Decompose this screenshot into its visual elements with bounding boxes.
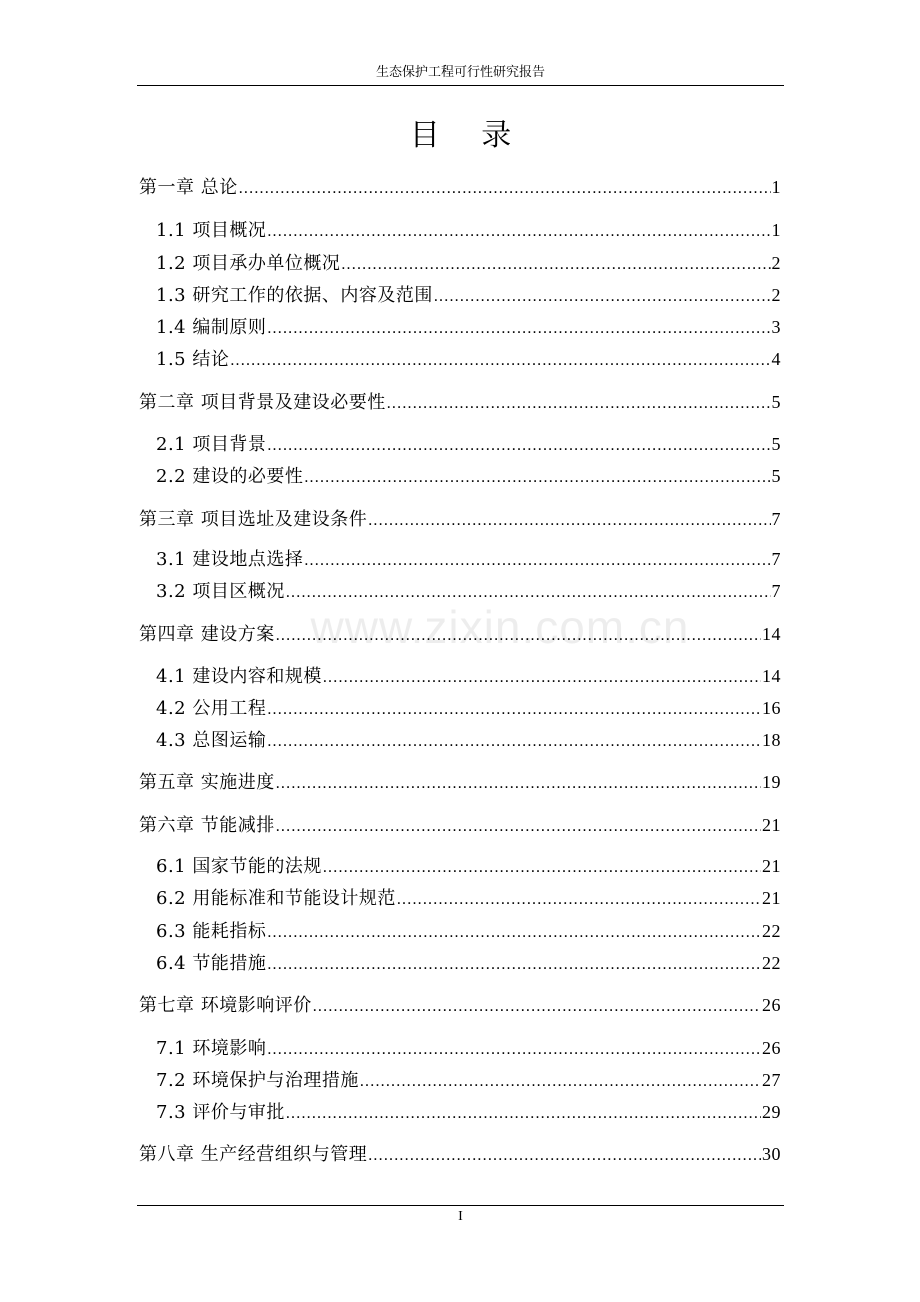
toc-section-entry[interactable] — [156, 695, 781, 721]
toc-page-number: 5 — [771, 466, 781, 486]
toc-entry-title: 1.2 项目承办单位概况 — [156, 253, 341, 274]
toc-dot-leader — [276, 771, 761, 797]
toc-page-number: 16 — [762, 698, 781, 718]
toc-page-number: 1 — [771, 220, 781, 240]
toc-dot-leader — [313, 994, 761, 1020]
toc-page-number: 5 — [771, 434, 781, 454]
toc-section-entry[interactable] — [156, 217, 781, 243]
toc-section-entry[interactable] — [156, 250, 781, 276]
toc-entry-title: 2.1 项目背景 — [156, 434, 267, 455]
toc-dot-leader — [267, 1037, 761, 1063]
toc-section-entry[interactable] — [156, 314, 781, 340]
toc-page-number: 30 — [762, 1144, 781, 1164]
toc-dot-leader — [267, 219, 770, 245]
toc-dot-leader — [368, 508, 770, 534]
toc-dot-leader — [267, 697, 761, 723]
toc-section-entry[interactable] — [156, 1099, 781, 1125]
toc-page-number: 18 — [762, 730, 781, 750]
toc-chapter-entry[interactable] — [139, 992, 781, 1018]
toc-section-entry[interactable] — [156, 346, 781, 372]
toc-page-number: 7 — [771, 509, 781, 529]
toc-entry-title: 6.2 用能标准和节能设计规范 — [156, 888, 396, 909]
toc-entry-title: 第四章 建设方案 — [139, 624, 275, 645]
toc-page-number: 22 — [762, 921, 781, 941]
toc-page-number: 3 — [771, 317, 781, 337]
toc-section-entry[interactable] — [156, 727, 781, 753]
toc-entry-title: 第八章 生产经营组织与管理 — [139, 1144, 368, 1165]
toc-chapter-entry[interactable] — [139, 174, 781, 200]
toc-dot-leader — [323, 855, 761, 881]
toc-section-entry[interactable] — [156, 463, 781, 489]
toc-dot-leader — [341, 252, 770, 278]
toc-section-entry[interactable] — [156, 282, 781, 308]
toc-chapter-entry[interactable] — [139, 506, 781, 532]
toc-entry-title: 6.3 能耗指标 — [156, 921, 267, 942]
toc-entry-title: 第五章 实施进度 — [139, 772, 275, 793]
toc-page-number: 14 — [762, 666, 781, 686]
toc-entry-title: 6.4 节能措施 — [156, 953, 267, 974]
toc-section-entry[interactable] — [156, 950, 781, 976]
watermark: www.zixin.com.cn — [310, 601, 690, 653]
toc-dot-leader — [267, 952, 761, 978]
toc-page-number: 27 — [762, 1070, 781, 1090]
toc-chapter-entry[interactable] — [139, 1141, 781, 1167]
toc-page-number: 21 — [762, 856, 781, 876]
toc-dot-leader — [304, 548, 770, 574]
toc-page-number: 22 — [762, 953, 781, 973]
toc-entry-title: 7.2 环境保护与治理措施 — [156, 1070, 359, 1091]
toc-section-entry[interactable] — [156, 918, 781, 944]
toc-page-number: 26 — [762, 995, 781, 1015]
toc-page-number: 2 — [771, 253, 781, 273]
toc-dot-leader — [368, 1143, 761, 1169]
footer-divider — [137, 1205, 784, 1206]
toc-entry-title: 3.1 建设地点选择 — [156, 549, 304, 570]
toc-dot-leader — [267, 433, 770, 459]
toc-entry-title: 6.1 国家节能的法规 — [156, 856, 322, 877]
toc-entry-title: 第三章 项目选址及建设条件 — [139, 509, 368, 530]
toc-entry-title: 4.2 公用工程 — [156, 698, 267, 719]
toc-title: 目 录 — [409, 118, 528, 153]
toc-entry-title: 7.3 评价与审批 — [156, 1102, 285, 1123]
toc-entry-title: 7.1 环境影响 — [156, 1038, 267, 1059]
toc-section-entry[interactable] — [156, 663, 781, 689]
toc-page-number: 1 — [771, 177, 781, 197]
toc-page-number: 26 — [762, 1038, 781, 1058]
toc-entry-title: 1.4 编制原则 — [156, 317, 267, 338]
toc-entry-title: 3.2 项目区概况 — [156, 581, 285, 602]
toc-page-number: 2 — [771, 285, 781, 305]
toc-entry-title: 4.3 总图运输 — [156, 730, 267, 751]
toc-entry-title: 1.3 研究工作的依据、内容及范围 — [156, 285, 433, 306]
toc-page-number: 14 — [762, 624, 781, 644]
toc-entry-title: 第六章 节能减排 — [139, 815, 275, 836]
toc-page-number: 7 — [771, 581, 781, 601]
toc-entry-title: 2.2 建设的必要性 — [156, 466, 304, 487]
toc-dot-leader — [286, 1101, 761, 1127]
toc-section-entry[interactable] — [156, 853, 781, 879]
toc-dot-leader — [397, 887, 761, 913]
toc-dot-leader — [276, 814, 761, 840]
toc-section-entry[interactable] — [156, 431, 781, 457]
toc-page-number: 29 — [762, 1102, 781, 1122]
toc-dot-leader — [230, 348, 770, 374]
page-header: 生态保护工程可行性研究报告 — [375, 65, 545, 80]
toc-chapter-entry[interactable] — [139, 812, 781, 838]
toc-dot-leader — [323, 665, 761, 691]
toc-dot-leader — [267, 316, 770, 342]
toc-page-number: 7 — [771, 549, 781, 569]
toc-entry-title: 第二章 项目背景及建设必要性 — [139, 392, 386, 413]
toc-chapter-entry[interactable] — [139, 769, 781, 795]
toc-page-number: 4 — [771, 349, 781, 369]
toc-section-entry[interactable] — [156, 1067, 781, 1093]
page-number: I — [458, 1209, 463, 1224]
toc-entry-title: 第七章 环境影响评价 — [139, 995, 312, 1016]
toc-chapter-entry[interactable] — [139, 389, 781, 415]
toc-entry-title: 第一章 总论 — [139, 177, 238, 198]
toc-section-entry[interactable] — [156, 1035, 781, 1061]
toc-page-number: 21 — [762, 888, 781, 908]
toc-entry-title: 4.1 建设内容和规模 — [156, 666, 322, 687]
toc-entry-title: 1.1 项目概况 — [156, 220, 267, 241]
toc-dot-leader — [267, 729, 761, 755]
toc-page-number: 21 — [762, 815, 781, 835]
toc-section-entry[interactable] — [156, 885, 781, 911]
toc-dot-leader — [304, 465, 770, 491]
toc-entry-title: 1.5 结论 — [156, 349, 230, 370]
toc-page-number: 5 — [771, 392, 781, 412]
toc-dot-leader — [267, 920, 761, 946]
toc-page-number: 19 — [762, 772, 781, 792]
toc-dot-leader — [434, 284, 771, 310]
toc-dot-leader — [387, 391, 771, 417]
toc-section-entry[interactable] — [156, 546, 781, 572]
toc-dot-leader — [239, 176, 771, 202]
toc-dot-leader — [360, 1069, 761, 1095]
